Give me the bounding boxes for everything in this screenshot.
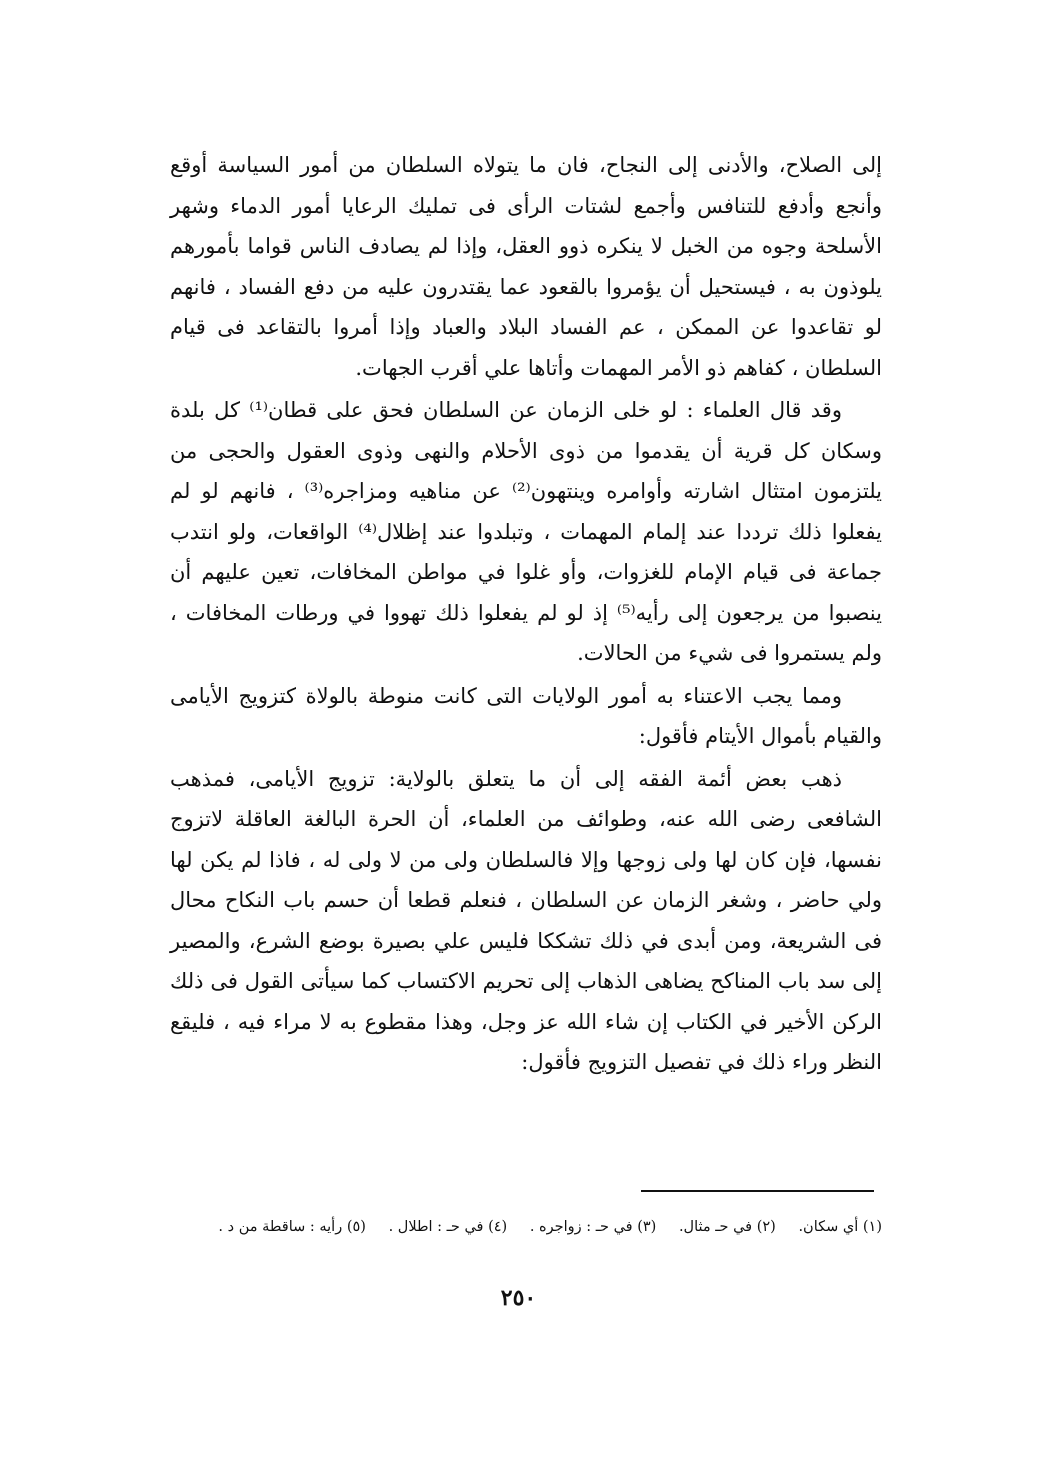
paragraph-1: إلى الصلاح، والأدنى إلى النجاح، فان ما يتولاه السلطان من أمور السياسة أوقع وأنجع وأدفع للتنافس وأجمع لشتات الرأى فى تمليك الرعايا أمور الدماء وشهر الأسلحة وجوه من الخبل لا ينكره ذوو العقل، وإذا لم يصادف الناس قواما بأمورهم يلوذون به ، فيستحيل أن يؤمروا بالقعود عما يقتدرون عليه من دفع الفساد ، فانهم لو تقاعدوا عن الممكن ، عم الفساد البلاد والعباد وإذا أمروا بالتقاعد فى قيام السلطان ، كفاهم ذو الأمر المهمات وأتاها علي أقرب الجهات. [170, 153, 882, 380]
footnote-2: (٢) في حـ مثال. [678, 1219, 776, 1235]
paragraph-4: ذهب بعض أئمة الفقه إلى أن ما يتعلق بالولاية: تزويج الأيامى، فمذهب الشافعى رضى الله عنه، وطوائف من العلماء، أن الحرة البالغة العاقلة لاتزوج نفسها، فإن كان لها ولى زوجها وإلا فالسلطان ولى من لا ولى له ، فاذا لم يكن لها ولي حاضر ، وشغر الزمان عن السلطان ، فنعلم قطعا أن حسم باب النكاح محال فى الشريعة، ومن أبدى في ذلك تشككا فليس علي بصيرة بوضع الشرع، والمصير إلى سد باب المناكح يضاهى الذهاب إلى تحريم الاكتساب كما سيأتى القول فى ذلك الركن الأخير في الكتاب إن شاء الله عز وجل، وهذا مقطوع به لا مراء فيه ، فليقع النظر وراء ذلك في تفصيل التزويج فأقول: [170, 766, 882, 1074]
footnote-3: (٣) في حـ : زواجره . [529, 1219, 657, 1235]
paragraph-3: ومما يجب الاعتناء به أمور الولايات التى كانت منوطة بالولاة كتزويج الأيامى والقيام بأموال الأيتام فأقول: [170, 683, 882, 748]
footnote-1: (١) أي سكان. [798, 1219, 882, 1235]
paragraph-2: وقد قال العلماء : لو خلى الزمان عن السلطان فحق على قطان⁽¹⁾ كل بلدة وسكان كل قرية أن يقدموا من ذوى الأحلام والنهى وذوى العقول والحجى من يلتزمون امتثال اشارته وأوامره وينتهون⁽²⁾ عن مناهيه ومزاجره⁽³⁾ ، فانهم لو لم يفعلوا ذلك ترددا عند إلمام المهمات ، وتبلدوا عند إظلال⁽⁴⁾ الواقعات، ولو انتدب جماعة فى قيام الإمام للغزوات، وأو غلوا في مواطن المخافات، تعين عليهم أن ينصبوا من يرجعون إلى رأيه⁽⁵⁾ إذ لو لم يفعلوا ذلك تهووا في ورطات المخافات ، ولم يستمروا فى شيء من الحالات. [170, 398, 883, 665]
main-text [170, 145, 882, 1083]
footnote-4: (٤) في حـ : اطلال . [388, 1219, 508, 1235]
footnotes [160, 1215, 882, 1239]
footnote-divider [641, 1190, 874, 1192]
footnote-5: (٥) رأيه : ساقطة من د . [218, 1219, 366, 1235]
page-number: ٢٥٠ [500, 1285, 537, 1311]
